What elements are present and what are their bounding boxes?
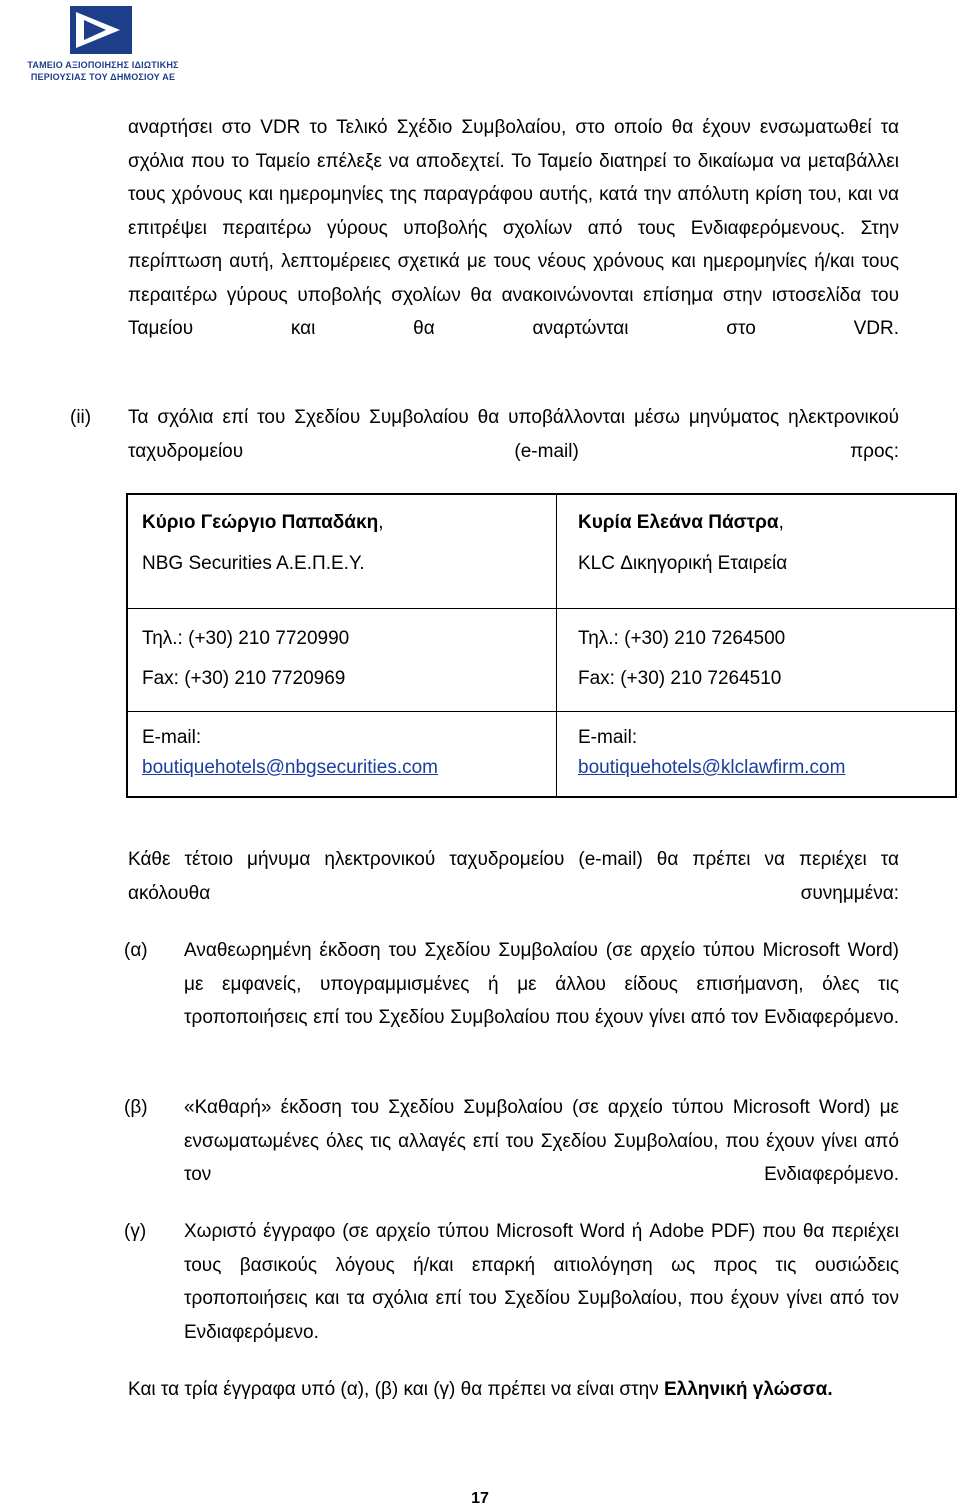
logo	[8, 6, 198, 86]
logo-text-line2: ΠΕΡΙΟΥΣΙΑΣ ΤΟΥ ΔΗΜΟΣΙΟΥ ΑΕ	[30, 72, 176, 82]
item-a-text: Αναθεωρημένη έκδοση του Σχεδίου Συμβολαίου (σε αρχείο τύπου Microsoft Word) με εμφανείς, υπογραμμισμένες ή με άλλου είδους επισήμανση, όλες τις τροποποιήσεις επί του Σχεδίου Συμβολαίου που έχουν γίνει από τον Ενδιαφερόμενο.	[184, 940, 899, 1028]
table-row-divider	[128, 608, 955, 609]
item-c-label: (γ)	[124, 1221, 147, 1242]
item-b-label: (β)	[124, 1097, 148, 1118]
table-row-divider	[128, 711, 955, 712]
contact-phone: Τηλ.: (+30) 210 7720990	[142, 628, 350, 649]
contact-fax: Fax: (+30) 210 7264510	[578, 668, 782, 689]
logo-text-line1: ΤΑΜΕΙΟ ΑΞΙΟΠΟΙΗΣΗΣ ΙΔΙΩΤΙΚΗΣ	[27, 60, 179, 70]
contact-name	[578, 512, 784, 534]
contact-name	[142, 512, 383, 534]
contact-email-label: E-mail:	[578, 727, 638, 748]
contact-fax: Fax: (+30) 210 7720969	[142, 668, 346, 689]
contact-email-link[interactable]: boutiquehotels@nbgsecurities.com	[142, 757, 439, 778]
contact-table	[126, 493, 957, 798]
page-number: 17	[471, 1490, 489, 1507]
contact-company: NBG Securities A.E.Π.Ε.Υ.	[142, 553, 365, 574]
contact-name-text: Κύριο Γεώργιο Παπαδάκη	[142, 512, 379, 533]
contact-phone: Τηλ.: (+30) 210 7264500	[578, 628, 786, 649]
item-a-label: (α)	[124, 940, 148, 961]
contact-name-suffix: ,	[778, 512, 784, 533]
contact-company: KLC Δικηγορική Εταιρεία	[578, 553, 788, 574]
logo-emblem-icon	[70, 6, 132, 54]
contact-email-link[interactable]: boutiquehotels@klclawfirm.com	[578, 757, 846, 778]
closing-paragraph	[128, 1373, 899, 1407]
contact-name-suffix: ,	[378, 512, 384, 533]
item-ii-label: (ii)	[70, 407, 92, 428]
item-b-text: «Καθαρή» έκδοση του Σχεδίου Συμβολαίου (σε αρχείο τύπου Microsoft Word) με ενσωματωμένες όλες τις αλλαγές επί του Σχεδίου Συμβολαίου, που έχουν γίνει από τον Ενδιαφερόμενο.	[184, 1097, 899, 1185]
closing-text: Και τα τρία έγγραφα υπό (α), (β) και (γ) θα πρέπει να είναι στην	[128, 1379, 664, 1400]
intro-paragraph: αναρτήσει στο VDR το Τελικό Σχέδιο Συμβολαίου, στο οποίο θα έχουν ενσωματωθεί τα σχόλια που το Ταμείο επέλεξε να αποδεχτεί. Το Ταμείο διατηρεί το δικαίωμα να μεταβάλλει τους χρόνους και ημερομηνίες της παραγράφου αυτής, κατά την απόλυτη κρίση του, και να επιτρέψει περαιτέρω γύρους υποβολής σχολίων από τους Ενδιαφερόμενους. Στην περίπτωση αυτή, λεπτομέρειες σχετικά με τους νέους χρόνους και ημερομηνίες ή/και τους περαιτέρω γύρους υποβολής σχολίων θα ανακοινώνονται επίσημα στην ιστοσελίδα του Ταμείου και θα αναρτώνται στο VDR.	[128, 117, 899, 339]
contact-email-label: E-mail:	[142, 727, 202, 748]
attachments-intro: Κάθε τέτοιο μήνυμα ηλεκτρονικού ταχυδρομείου (e-mail) θα πρέπει να περιέχει τα ακόλουθα συνημμένα:	[128, 849, 899, 904]
item-c-text: Χωριστό έγγραφο (σε αρχείο τύπου Microsoft Word ή Adobe PDF) που θα περιέχει τους βασικούς λόγους ή/και επαρκή αιτιολόγηση ως προς τις ουσιώδεις τροποποιήσεις και τα σχόλια επί του Σχεδίου Συμβολαίου, που έχουν γίνει από τον Ενδιαφερόμενο.	[184, 1221, 899, 1343]
closing-bold-text: Ελληνική γλώσσα.	[663, 1379, 833, 1400]
contact-name-text: Κυρία Ελεάνα Πάστρα	[578, 512, 779, 533]
table-column-divider	[556, 495, 557, 796]
item-ii-text: Τα σχόλια επί του Σχεδίου Συμβολαίου θα υποβάλλονται μέσω μηνύματος ηλεκτρονικού ταχυδρομείου (e-mail) προς:	[128, 407, 899, 462]
